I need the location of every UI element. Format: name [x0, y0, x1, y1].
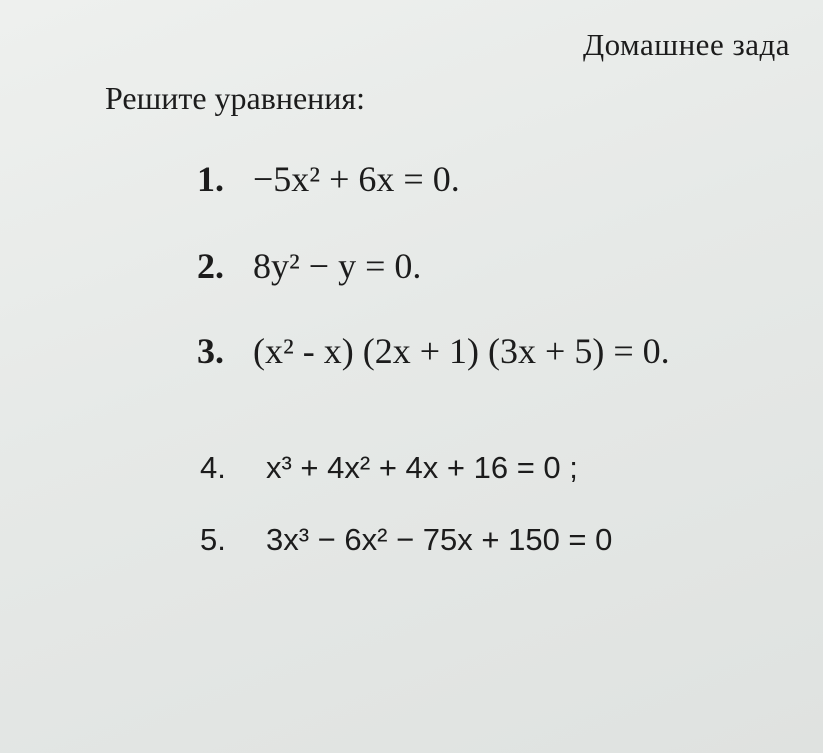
- equation-number: 1.: [197, 159, 224, 199]
- equation-item: [197, 245, 421, 287]
- equation-item: [200, 450, 578, 486]
- equation-expression: 8y² − y = 0.: [253, 246, 422, 286]
- equation-number: 4.: [200, 450, 226, 485]
- equation-number: 2.: [197, 246, 224, 286]
- equation-number: 5.: [200, 522, 226, 557]
- equation-expression: x³ + 4x² + 4x + 16 = 0 ;: [266, 450, 578, 485]
- equation-expression: −5x² + 6x = 0.: [253, 159, 460, 199]
- equation-expression: 3x³ − 6x² − 75x + 150 = 0: [266, 522, 613, 557]
- equation-item: [197, 158, 460, 200]
- equation-number: 3.: [197, 331, 224, 371]
- equation-expression: (x² - x) (2x + 1) (3x + 5) = 0.: [253, 331, 670, 371]
- instruction-heading: Решите уравнения:: [105, 80, 366, 116]
- page-title: Домашнее зада: [583, 27, 790, 62]
- equation-item: [200, 522, 612, 558]
- equation-item: [197, 330, 670, 372]
